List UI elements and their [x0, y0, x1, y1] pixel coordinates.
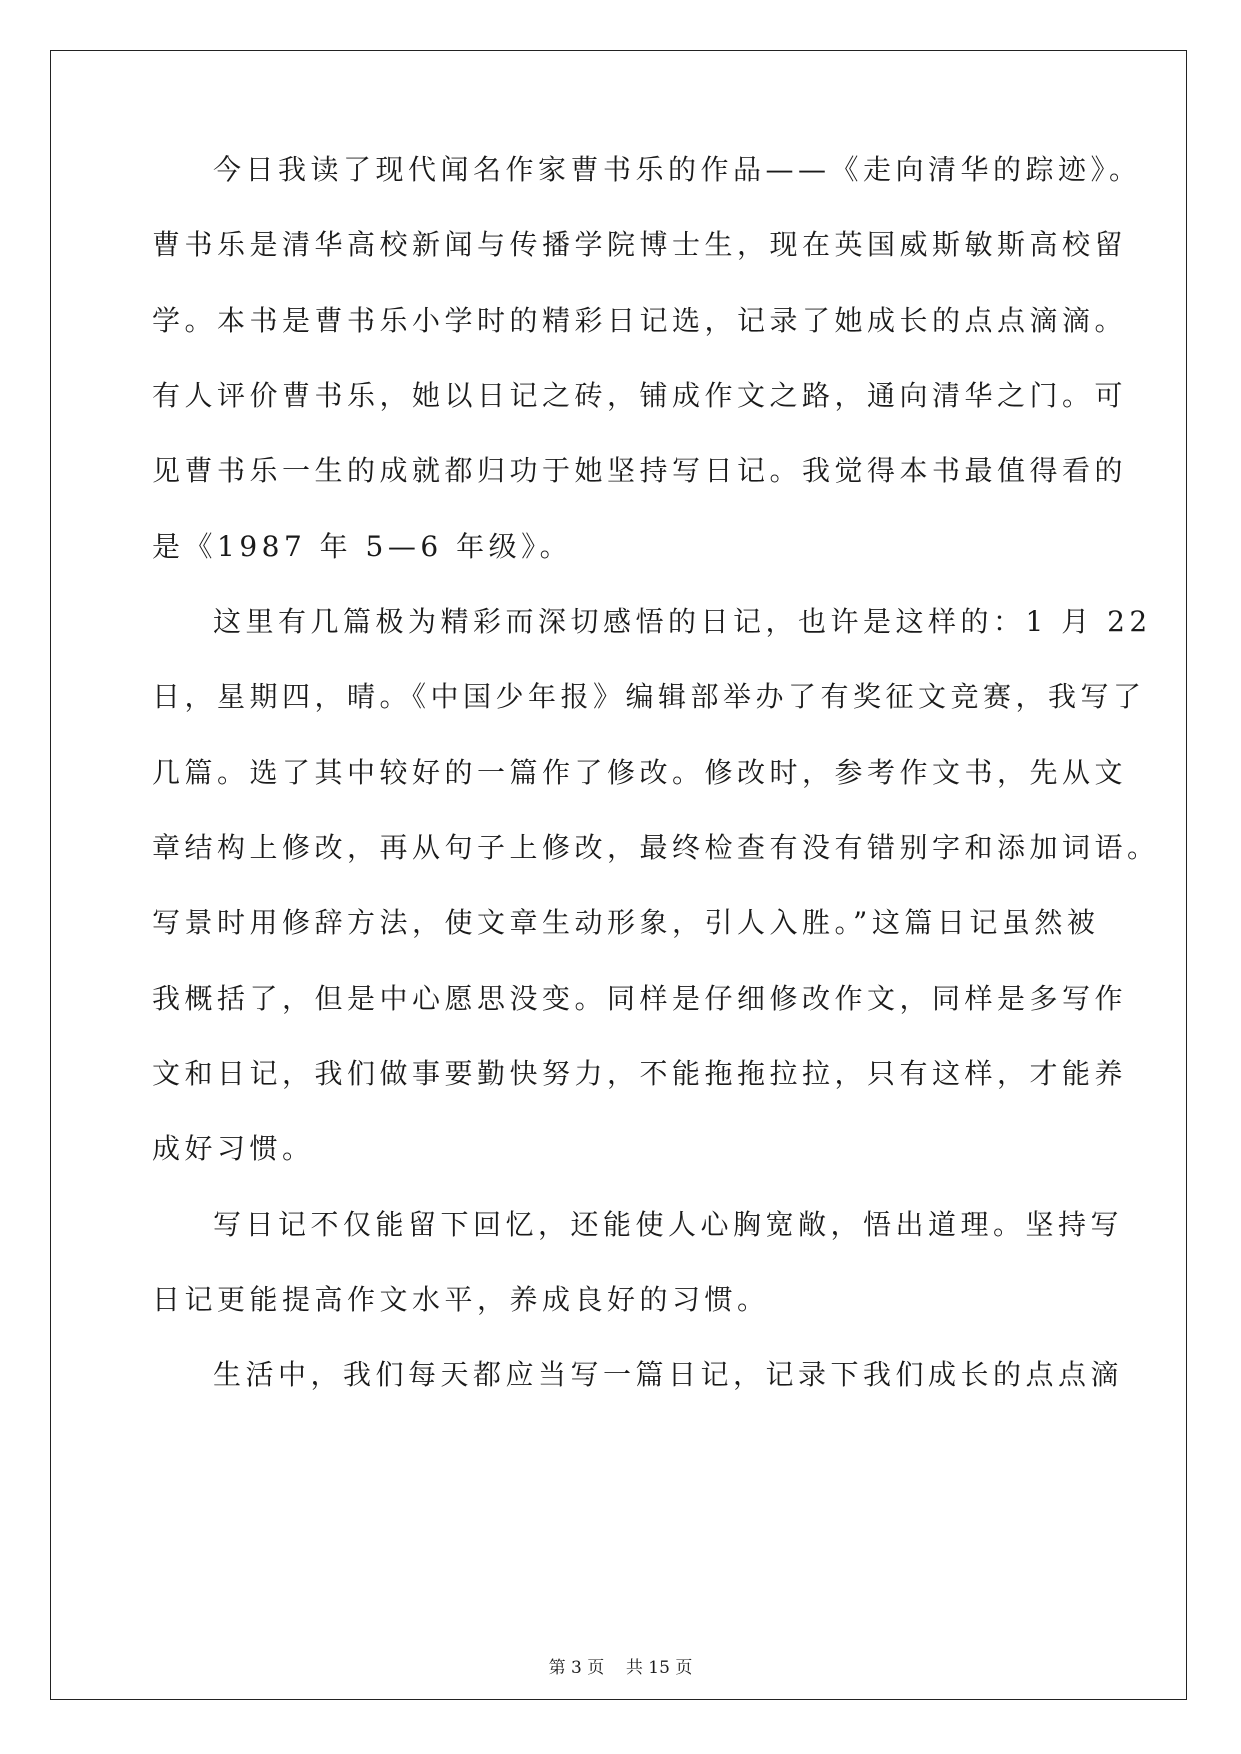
page-total: 共 15 页: [625, 1658, 693, 1678]
text-line-8: 日，星期四，晴。《中国少年报》编辑部举办了有奖征文竞赛，我写了: [152, 680, 1146, 713]
text-line-10: 章结构上修改，再从句子上修改，最终检查有没有错别字和添加词语。: [152, 831, 1160, 864]
text-line-6: 是《1987 年 5—6 年级》。: [152, 530, 573, 563]
page-number: 第 3 页: [548, 1658, 605, 1678]
text-line-9: 几篇。选了其中较好的一篇作了修改。修改时，参考作文书，先从文: [152, 756, 1128, 789]
text-line-2: 曹书乐是清华高校新闻与传播学院博士生，现在英国威斯敏斯高校留: [152, 228, 1128, 261]
text-line-13: 文和日记，我们做事要勤快努力，不能拖拖拉拉，只有这样，才能养: [152, 1057, 1128, 1090]
text-line-3: 学。本书是曹书乐小学时的精彩日记选，记录了她成长的点点滴滴。: [152, 304, 1128, 337]
text-line-16: 日记更能提高作文水平，养成良好的习惯。: [152, 1283, 770, 1316]
page-border: [50, 50, 1187, 1700]
text-line-12: 我概括了，但是中心愿思没变。同样是仔细修改作文，同样是多写作: [152, 982, 1128, 1015]
text-line-17: 生活中，我们每天都应当写一篇日记，记录下我们成长的点点滴: [213, 1358, 1124, 1391]
text-line-5: 见曹书乐一生的成就都归功于她坚持写日记。我觉得本书最值得看的: [152, 454, 1128, 487]
text-line-15: 写日记不仅能留下回忆，还能使人心胸宽敞，悟出道理。坚持写: [213, 1208, 1124, 1241]
text-line-1: 今日我读了现代闻名作家曹书乐的作品——《走向清华的踪迹》。: [213, 153, 1142, 186]
text-line-14: 成好习惯。: [152, 1132, 315, 1165]
page-footer: [0, 1656, 1241, 1680]
text-line-4: 有人评价曹书乐，她以日记之砖，铺成作文之路，通向清华之门。可: [152, 379, 1128, 412]
text-line-7: 这里有几篇极为精彩而深切感悟的日记，也许是这样的：1 月 22: [213, 605, 1152, 638]
text-line-11: 写景时用修辞方法，使文章生动形象，引人入胜。”这篇日记虽然被: [152, 906, 1100, 939]
